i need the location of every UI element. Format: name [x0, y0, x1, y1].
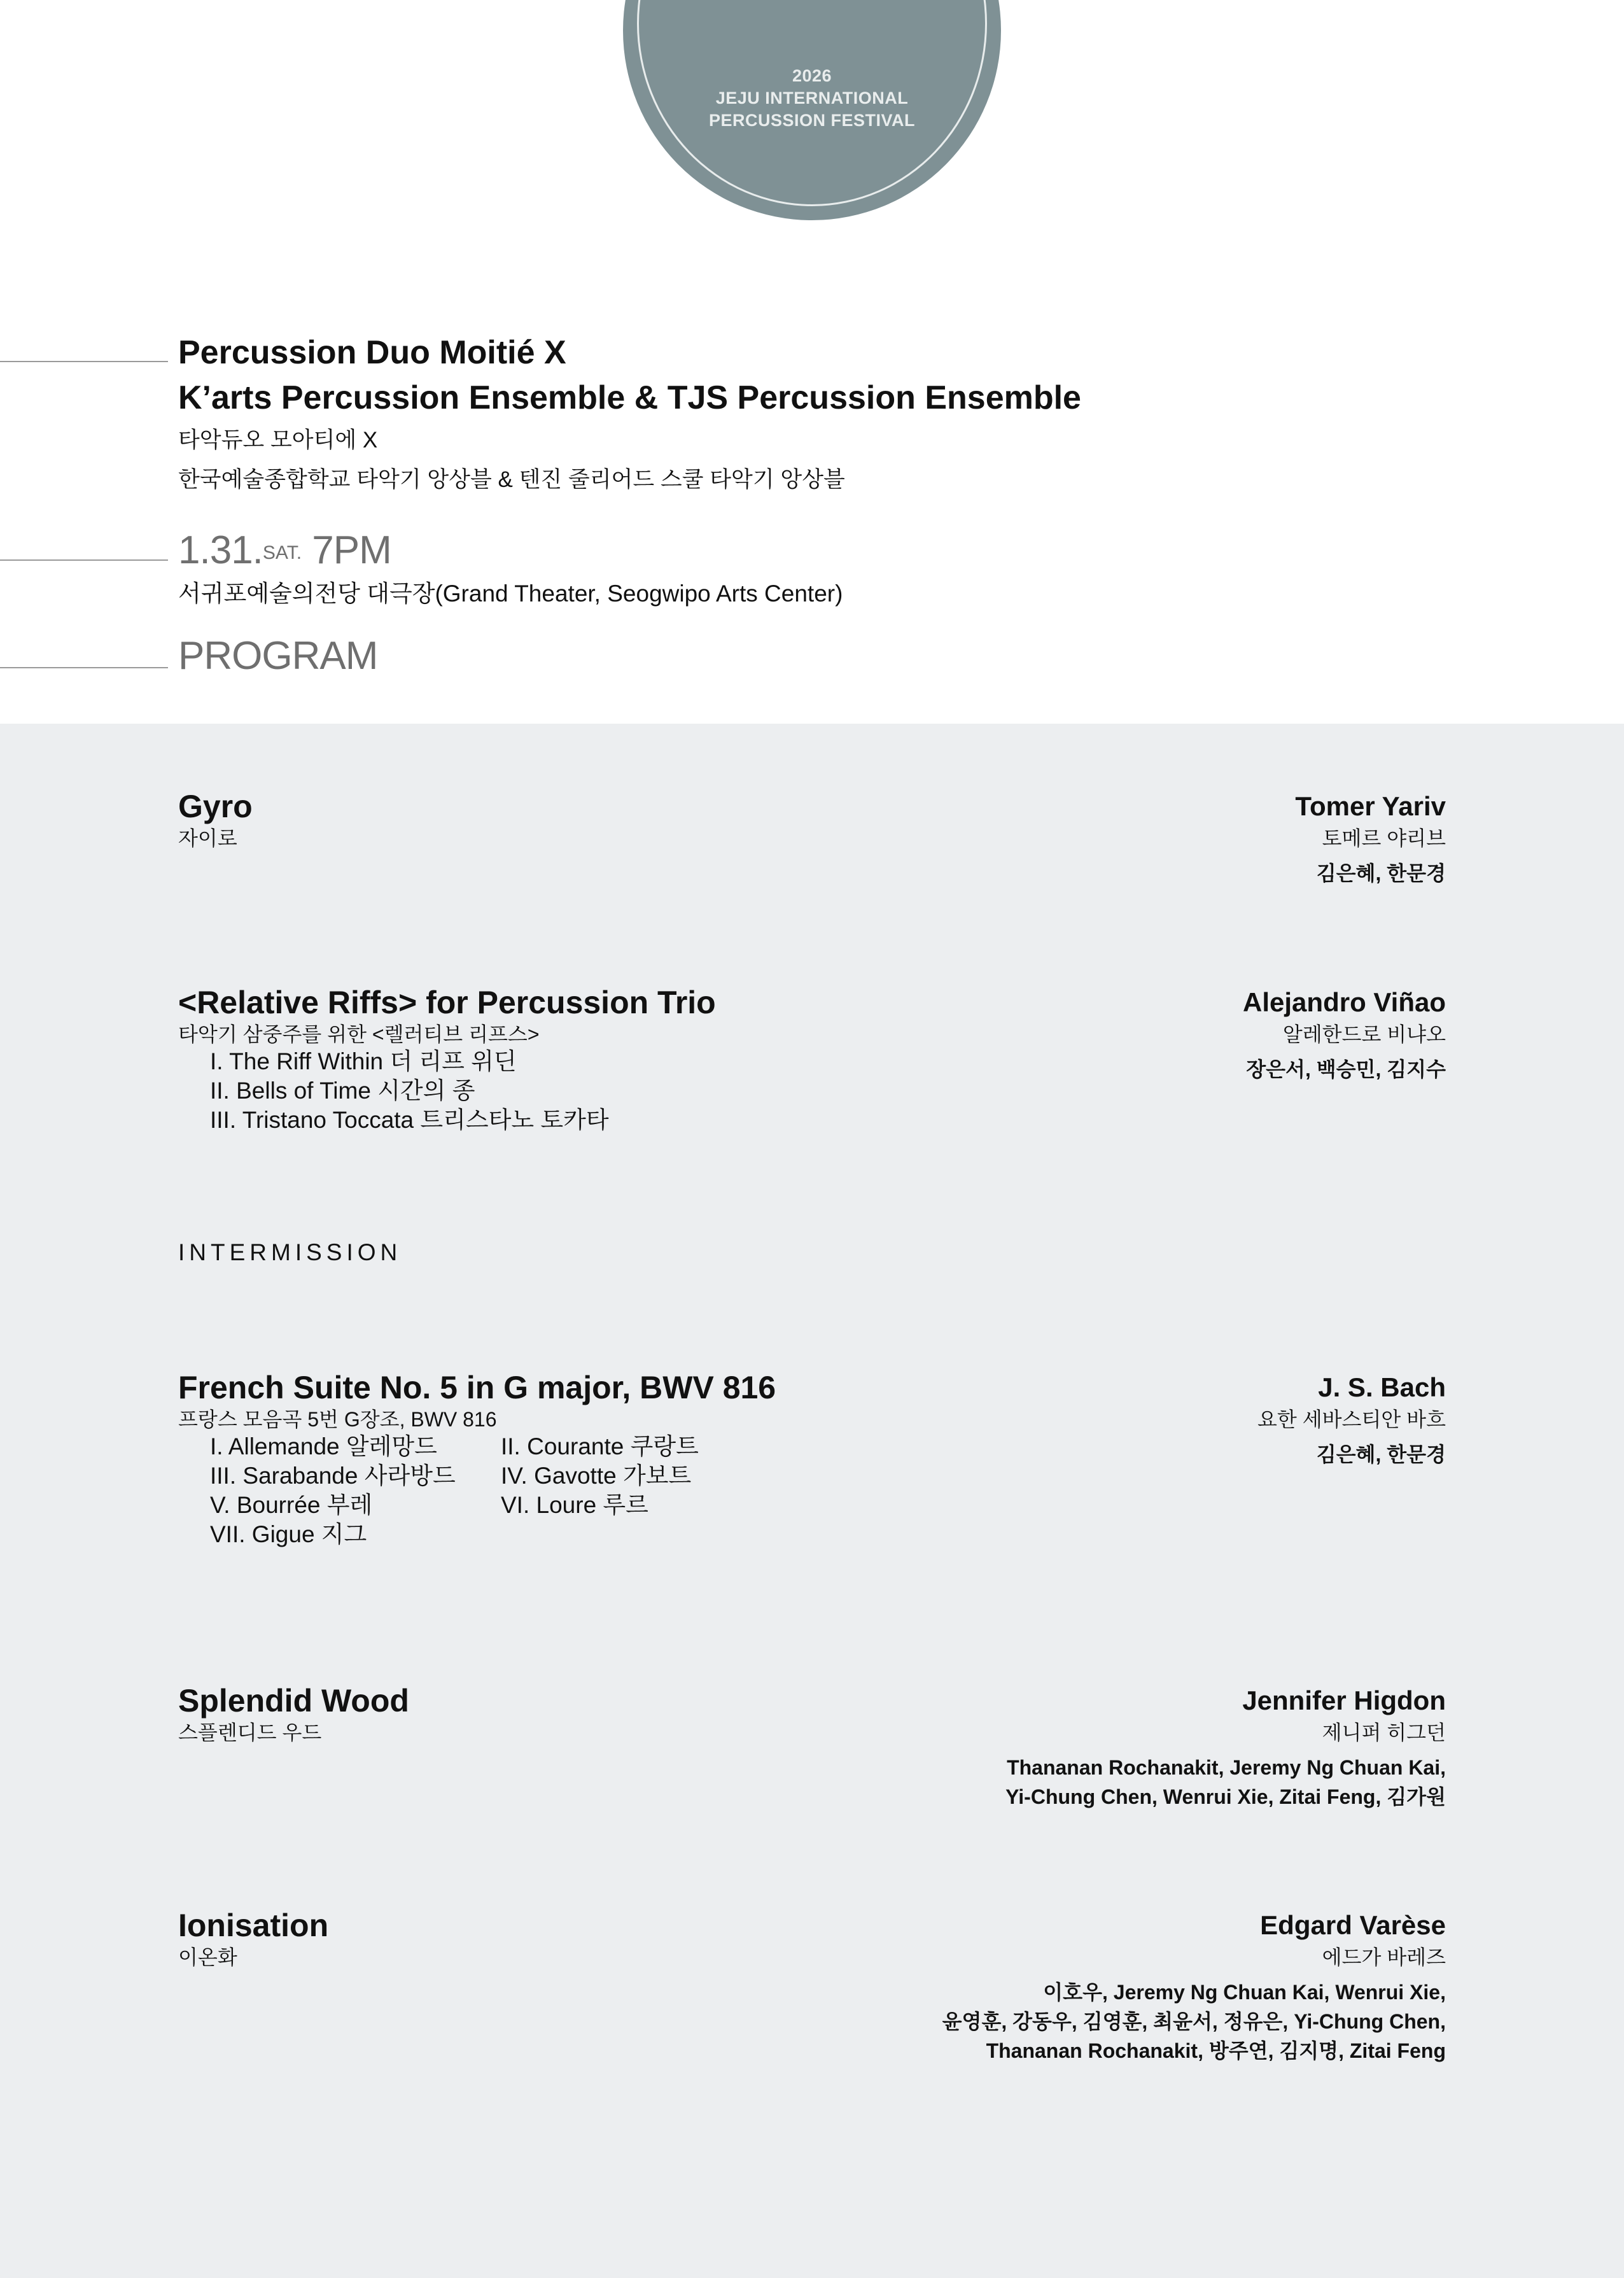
program-item-french-suite: [178, 1368, 1446, 1549]
concert-title-line-2: K’arts Percussion Ensemble & TJS Percussion Ensemble: [178, 379, 1081, 416]
performers-line: 이호우, Jeremy Ng Chuan Kai, Wenrui Xie,: [1043, 1981, 1446, 2004]
movement: VI. Loure 루르: [501, 1492, 648, 1518]
piece-title-ko: 이온화: [178, 1946, 237, 1969]
festival-logo: [623, 0, 1001, 220]
date-day: SAT.: [262, 542, 302, 563]
composer-block: [1243, 983, 1446, 1084]
venue: 서귀포예술의전당 대극장(Grand Theater, Seogwipo Arts Center): [178, 580, 843, 607]
performers-line: 김은혜, 한문경: [1316, 862, 1446, 885]
logo-year: 2026: [792, 66, 832, 85]
movement: II. Bells of Time 시간의 종: [210, 1078, 475, 1104]
performers: [1295, 859, 1446, 888]
concert-title-ko-line-2: 한국예술종합학교 타악기 앙상블 & 텐진 줄리어드 스쿨 타악기 앙상블: [178, 467, 845, 492]
composer-block: [1005, 1682, 1446, 1811]
program-item-relative-riffs: [178, 983, 1446, 1135]
composer-name-ko: 요한 세바스티안 바흐: [1257, 1408, 1446, 1431]
date-rule: [0, 559, 168, 561]
performers: [1257, 1440, 1446, 1469]
performers: [1243, 1055, 1446, 1084]
movement: II. Courante 쿠랑트: [501, 1433, 699, 1459]
logo-line-2: JEJU INTERNATIONAL: [715, 88, 909, 108]
composer-name-ko: 에드가 바레즈: [1322, 1946, 1446, 1969]
movement: III. Sarabande 사라방드: [210, 1463, 456, 1489]
piece-title: Ionisation: [178, 1908, 329, 1943]
program-heading: PROGRAM: [178, 634, 378, 678]
program-rule: [0, 667, 168, 668]
date-time: 7PM: [312, 528, 391, 572]
performers: [942, 1978, 1446, 2065]
piece-title-ko: 스플렌디드 우드: [178, 1721, 322, 1744]
piece-title-ko: 타악기 삼중주를 위한 <렐러티브 리프스>: [178, 1023, 540, 1046]
movement: IV. Gavotte 가보트: [501, 1463, 692, 1489]
logo-line-3: PERCUSSION FESTIVAL: [708, 111, 916, 130]
composer-name-ko: 토메르 야리브: [1322, 827, 1446, 850]
concert-title-line-1: Percussion Duo Moitié X: [178, 334, 566, 371]
movement: III. Tristano Toccata 트리스타노 토카타: [210, 1107, 609, 1133]
piece-title: Splendid Wood: [178, 1683, 409, 1719]
performers-line: 김은혜, 한문경: [1316, 1443, 1446, 1466]
composer-name: J. S. Bach: [1318, 1372, 1446, 1402]
composer-block: [1257, 1368, 1446, 1469]
title-rule: [0, 361, 168, 362]
movement: V. Bourrée 부레: [210, 1492, 373, 1518]
movement: I. The Riff Within 더 리프 위딘: [210, 1048, 517, 1074]
date-main: 1.31.: [178, 528, 263, 572]
program-item-ionisation: [178, 1906, 1446, 2062]
performers-line: Yi-Chung Chen, Wenrui Xie, Zitai Feng, 김가원: [1005, 1785, 1446, 1808]
composer-name: Edgard Varèse: [1260, 1910, 1446, 1940]
concert-date: [178, 528, 391, 573]
composer-name-ko: 알레한드로 비냐오: [1282, 1023, 1446, 1046]
composer-name-ko: 제니퍼 히그던: [1322, 1721, 1446, 1744]
composer-name: Jennifer Higdon: [1242, 1685, 1446, 1715]
composer-block: [1295, 787, 1446, 888]
performers-line: 윤영훈, 강동우, 김영훈, 최윤서, 정유은, Yi-Chung Chen,: [942, 2010, 1446, 2033]
performers-line: 장은서, 백승민, 김지수: [1246, 1058, 1446, 1081]
movement: I. Allemande 알레망드: [210, 1433, 437, 1459]
movement: VII. Gigue 지그: [210, 1521, 367, 1547]
composer-block: [942, 1906, 1446, 2065]
performers: [1005, 1753, 1446, 1811]
program-item-gyro: [178, 787, 1446, 885]
piece-title: Gyro: [178, 789, 253, 824]
composer-name: Alejandro Viñao: [1243, 987, 1446, 1017]
program-item-splendid-wood: [178, 1682, 1446, 1808]
performers-line: Thananan Rochanakit, 방주연, 김지명, Zitai Feng: [986, 2039, 1446, 2062]
piece-title: <Relative Riffs> for Percussion Trio: [178, 985, 716, 1020]
concert-title-ko-line-1: 타악듀오 모아티에 X: [178, 428, 378, 453]
logo-text: [623, 65, 1001, 132]
piece-title: French Suite No. 5 in G major, BWV 816: [178, 1370, 776, 1405]
performers-line: Thananan Rochanakit, Jeremy Ng Chuan Kai,: [1007, 1756, 1446, 1779]
piece-title-ko: 자이로: [178, 827, 237, 850]
piece-title-ko: 프랑스 모음곡 5번 G장조, BWV 816: [178, 1408, 497, 1431]
intermission-label: INTERMISSION: [178, 1239, 402, 1265]
composer-name: Tomer Yariv: [1295, 791, 1446, 821]
